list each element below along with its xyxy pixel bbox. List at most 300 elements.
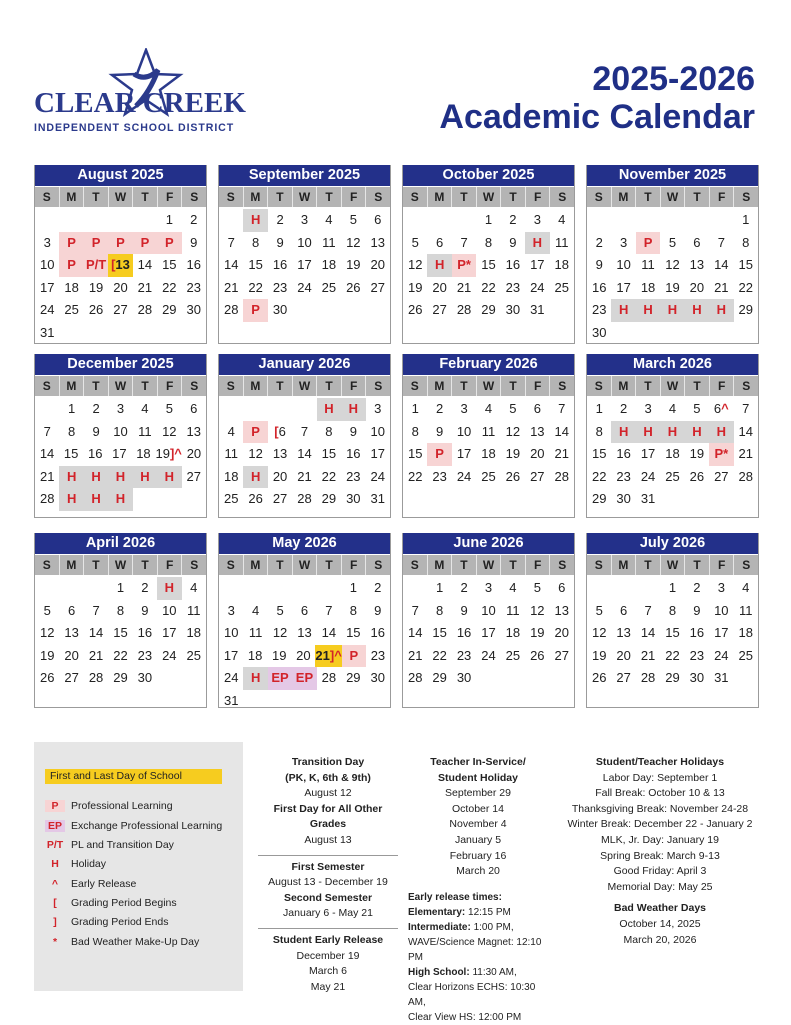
day-cell: P*: [452, 254, 476, 277]
day-cell: [84, 577, 108, 600]
day-cell: 11: [641, 257, 655, 272]
day-cell: 28: [407, 670, 423, 685]
weekday-label: T: [316, 376, 341, 396]
day-cell: H: [709, 421, 733, 444]
day-cell: [108, 322, 132, 345]
day-cell: 16: [616, 446, 631, 461]
day-cell: 23: [272, 279, 288, 295]
day-cell: [84, 322, 108, 345]
day-cell: 3: [43, 234, 51, 250]
day-cell: 25: [321, 279, 337, 295]
second-semester-dates: January 6 - May 21: [283, 907, 373, 920]
day-cell: 25: [481, 468, 496, 484]
month-title: January 2026: [219, 354, 390, 375]
info-column-holidays: [560, 755, 760, 948]
day-cell: 9: [141, 602, 149, 618]
month-title: April 2026: [35, 533, 206, 554]
release-time-label: High School:: [408, 966, 470, 978]
day-cell: 5: [43, 602, 51, 618]
week-row: [403, 277, 574, 300]
release-time-value: Clear View HS: 12:00 PM: [408, 1011, 522, 1023]
release-time-value: WAVE/Science Magnet: 12:10 PM: [408, 936, 542, 963]
day-cell: [13: [108, 254, 132, 277]
day-cell: [550, 667, 574, 690]
day-cell: 21: [88, 647, 104, 663]
weekday-label: M: [427, 187, 452, 207]
day-cell: 10: [456, 423, 472, 439]
day-cell: 14: [321, 625, 337, 640]
weekday-label: S: [733, 555, 758, 575]
day-cell: [59, 209, 83, 232]
day-cell: 3: [460, 401, 468, 416]
day-cell: 26: [248, 491, 263, 506]
day-cell: [219, 209, 243, 232]
day-cell: 23: [616, 468, 631, 484]
day-cell: H: [133, 466, 157, 489]
day-cell: 21: [640, 647, 656, 663]
weekday-label: T: [83, 187, 108, 207]
day-cell: 26: [505, 468, 521, 484]
day-cell: 5: [533, 580, 541, 595]
day-cell: 9: [374, 602, 382, 618]
weekday-label: M: [611, 555, 636, 575]
day-cell: 6: [693, 234, 701, 250]
day-cell: 30: [346, 491, 361, 506]
day-cell: [182, 488, 206, 511]
day-cell: 14: [297, 446, 312, 461]
day-cell: 2: [276, 212, 284, 227]
week-row: [587, 232, 758, 255]
week-row: [35, 466, 206, 489]
month-calendar: [402, 165, 575, 344]
day-cell: P: [243, 299, 267, 322]
day-cell: 4: [190, 580, 198, 595]
release-time-value: 11:30 AM,: [469, 966, 517, 978]
week-row: [35, 209, 206, 232]
day-cell: 12: [591, 625, 607, 640]
weekday-header: [587, 186, 758, 207]
week-row: [35, 322, 206, 345]
day-cell: 8: [349, 602, 357, 618]
weekday-label: M: [59, 376, 84, 396]
holiday-item: Fall Break: October 10 & 13: [595, 787, 725, 800]
day-cell: 12: [248, 446, 263, 461]
day-cell: 4: [325, 212, 333, 227]
weekday-label: M: [611, 376, 636, 396]
day-cell: 18: [64, 279, 79, 295]
weekday-label: T: [451, 555, 476, 575]
day-cell: [268, 398, 292, 421]
week-row: [35, 488, 206, 511]
week-row: [587, 600, 758, 623]
day-cell: [6: [274, 423, 286, 439]
day-cell: 10: [370, 423, 385, 439]
day-cell: H: [157, 577, 181, 600]
day-cell: 19: [39, 647, 55, 663]
day-cell: 4: [141, 401, 149, 416]
weekday-label: T: [500, 555, 525, 575]
day-cell: [219, 398, 243, 421]
holiday-item: Memorial Day: May 25: [607, 880, 713, 893]
day-cell: 12: [665, 257, 680, 272]
week-row: [35, 645, 206, 668]
weekday-header: [403, 554, 574, 575]
page-title: [439, 60, 755, 136]
day-cell: 29: [738, 302, 753, 317]
weekday-label: T: [132, 187, 157, 207]
day-cell: 21: [738, 446, 753, 461]
day-cell: [734, 322, 758, 345]
day-cell: 2: [141, 580, 149, 595]
week-row: [219, 232, 390, 255]
day-cell: 13: [530, 423, 545, 439]
week-row: [403, 645, 574, 668]
day-cell: [660, 488, 684, 511]
weekday-label: M: [59, 187, 84, 207]
day-cell: 9: [436, 423, 444, 439]
day-cell: 7: [558, 401, 566, 416]
weekday-label: F: [525, 555, 550, 575]
weekday-label: F: [157, 187, 182, 207]
day-cell: 7: [742, 401, 750, 416]
day-cell: 10: [481, 602, 496, 618]
weekday-header: [219, 375, 390, 396]
day-cell: 20: [370, 257, 385, 272]
day-cell: P: [133, 232, 157, 255]
day-cell: [35, 209, 59, 232]
month-calendar: [218, 165, 391, 344]
day-cell: 26: [88, 302, 104, 317]
weekday-label: M: [59, 555, 84, 575]
day-cell: 28: [321, 670, 337, 685]
day-cell: H: [243, 667, 267, 690]
day-cell: 29: [481, 302, 496, 317]
weekday-label: W: [660, 555, 685, 575]
weekday-header: [403, 375, 574, 396]
inservice-title-2: Student Holiday: [438, 771, 518, 784]
title-year: 2025-2026: [592, 60, 755, 98]
logo-wordmark: CLEAR CREEK: [34, 87, 246, 119]
legend-label: Grading Period Ends: [71, 916, 169, 928]
early-release-date: December 19: [296, 949, 360, 962]
day-cell: 26: [689, 468, 705, 484]
weekday-label: S: [226, 558, 235, 572]
day-cell: [59, 322, 83, 345]
day-cell: 1: [436, 580, 444, 595]
day-cell: [734, 488, 758, 511]
day-cell: 1: [349, 580, 357, 595]
weekday-label: T: [684, 187, 709, 207]
day-cell: 28: [137, 302, 153, 317]
day-cell: 2: [92, 401, 100, 416]
day-cell: 18: [554, 257, 569, 272]
first-day-date: August 13: [304, 833, 352, 846]
holiday-item: MLK, Jr. Day: January 19: [601, 833, 719, 846]
month-title: August 2025: [35, 165, 206, 186]
day-cell: 27: [272, 491, 288, 506]
day-cell: P: [108, 232, 132, 255]
day-cell: [133, 322, 157, 345]
day-cell: 27: [714, 468, 729, 484]
day-cell: 8: [325, 423, 333, 439]
day-cell: 15: [346, 625, 361, 640]
day-cell: 20: [689, 279, 705, 295]
day-cell: 15: [248, 257, 263, 272]
day-cell: 28: [39, 491, 55, 506]
weekday-label: W: [292, 187, 317, 207]
week-row: [587, 466, 758, 489]
day-cell: 21: [297, 468, 312, 484]
day-cell: H: [59, 488, 83, 511]
month-title: May 2026: [219, 533, 390, 554]
day-cell: 28: [223, 302, 239, 317]
day-cell: [243, 398, 267, 421]
month-calendar: [34, 165, 207, 344]
day-cell: [660, 322, 684, 345]
release-time-label: Elementary:: [408, 906, 466, 918]
day-cell: 21: [456, 279, 472, 295]
week-row: [219, 488, 390, 511]
day-cell: 24: [530, 279, 545, 295]
weekday-label: F: [709, 187, 734, 207]
week-row: [219, 645, 390, 668]
day-cell: 28: [88, 670, 104, 685]
day-cell: 8: [252, 234, 260, 250]
weekday-label: S: [42, 379, 51, 393]
weekday-label: S: [733, 376, 758, 396]
day-cell: 23: [689, 647, 705, 663]
day-cell: [685, 209, 709, 232]
day-cell: 4: [509, 580, 517, 595]
first-day-title: First Day for All Other Grades: [273, 802, 383, 831]
day-cell: [317, 577, 341, 600]
day-cell: [243, 690, 267, 713]
weekday-label: T: [635, 187, 660, 207]
day-cell: 23: [370, 647, 386, 663]
day-cell: [403, 209, 427, 232]
day-cell: 16: [88, 446, 103, 461]
weekday-label: S: [410, 379, 419, 393]
month-calendar: [218, 533, 391, 708]
day-cell: 1: [595, 401, 603, 416]
day-cell: 11: [138, 423, 152, 439]
day-cell: 12: [505, 423, 521, 439]
day-cell: 17: [370, 446, 385, 461]
legend-label: Exchange Professional Learning: [71, 820, 223, 832]
week-row: [35, 443, 206, 466]
day-cell: 1: [668, 580, 677, 595]
day-cell: 11: [224, 446, 238, 461]
day-cell: P: [59, 232, 83, 255]
day-cell: 19: [689, 446, 705, 461]
day-cell: 9: [349, 423, 357, 439]
day-cell: 7: [411, 602, 419, 618]
weekday-label: T: [684, 376, 709, 396]
day-cell: 23: [137, 647, 153, 663]
week-row: [403, 299, 574, 322]
week-row: [219, 209, 390, 232]
weekday-label: S: [181, 555, 206, 575]
day-cell: 9: [595, 257, 603, 272]
weekday-label: M: [427, 555, 452, 575]
day-cell: 10: [113, 423, 128, 439]
week-row: [35, 254, 206, 277]
day-cell: 24: [481, 647, 496, 663]
day-cell: 25: [505, 647, 521, 663]
weekday-label: S: [365, 376, 390, 396]
weekday-label: F: [341, 555, 366, 575]
day-cell: 25: [554, 279, 569, 295]
day-cell: 28: [297, 491, 312, 506]
day-cell: 16: [689, 625, 705, 640]
day-cell: 31: [714, 670, 729, 685]
day-cell: [685, 322, 709, 345]
legend-item: [45, 858, 106, 870]
day-cell: 14: [39, 446, 55, 461]
release-time-value: 12:15 PM: [465, 906, 511, 918]
day-cell: [182, 322, 206, 345]
day-cell: 31: [370, 491, 385, 506]
weekday-label: T: [316, 187, 341, 207]
day-cell: 29: [346, 670, 361, 685]
day-cell: 19: [407, 279, 423, 295]
weekday-label: W: [660, 187, 685, 207]
day-cell: 20: [113, 279, 128, 295]
day-cell: [292, 299, 316, 322]
day-cell: 22: [321, 468, 337, 484]
day-cell: 27: [64, 670, 79, 685]
day-cell: 24: [223, 670, 239, 685]
legend-symbol: ^: [51, 878, 59, 890]
day-cell: [501, 667, 525, 690]
week-row: [403, 443, 574, 466]
weekday-label: S: [549, 187, 574, 207]
weekday-label: T: [316, 555, 341, 575]
weekday-label: W: [108, 187, 133, 207]
day-cell: [157, 667, 181, 690]
day-cell: H: [157, 466, 181, 489]
legend-symbol: P: [45, 800, 65, 812]
day-cell: 29: [162, 302, 177, 317]
day-cell: 31: [640, 491, 656, 506]
day-cell: [243, 577, 267, 600]
weekday-label: F: [709, 555, 734, 575]
day-cell: [157, 488, 181, 511]
day-cell: 13: [297, 625, 312, 640]
day-cell: [550, 299, 574, 322]
day-cell: [709, 209, 733, 232]
day-cell: 27: [554, 647, 569, 663]
day-cell: 7: [644, 602, 652, 618]
day-cell: H: [243, 466, 267, 489]
day-cell: 13: [370, 234, 385, 250]
day-cell: 12: [162, 423, 177, 439]
day-cell: 26: [39, 670, 55, 685]
day-cell: 30: [186, 302, 201, 317]
weekday-label: T: [83, 555, 108, 575]
week-row: [35, 577, 206, 600]
legend-label: Holiday: [71, 858, 107, 870]
week-row: [403, 254, 574, 277]
release-time-row: [408, 920, 548, 935]
day-cell: H: [59, 466, 83, 489]
day-cell: 9: [276, 234, 284, 250]
week-row: [219, 577, 390, 600]
legend-label: Early Release: [71, 878, 137, 890]
first-semester-dates: August 13 - December 19: [268, 876, 388, 889]
day-cell: 7: [325, 602, 333, 618]
day-cell: 17: [456, 446, 472, 461]
info-column-inservice: [408, 755, 548, 1025]
day-cell: 16: [272, 257, 288, 272]
week-row: [587, 577, 758, 600]
weekday-label: W: [476, 187, 501, 207]
week-row: [403, 466, 574, 489]
day-cell: 4: [252, 602, 260, 618]
day-cell: [587, 577, 611, 600]
day-cell: 22: [591, 468, 607, 484]
month-title: September 2025: [219, 165, 390, 186]
week-row: [587, 277, 758, 300]
day-cell: P: [157, 232, 181, 255]
day-cell: 11: [186, 602, 201, 618]
week-row: [219, 690, 390, 713]
day-cell: [611, 209, 635, 232]
day-cell: 27: [432, 302, 447, 317]
day-cell: [636, 209, 660, 232]
day-cell: 13: [689, 257, 705, 272]
day-cell: 17: [481, 625, 496, 640]
divider: [258, 855, 398, 856]
day-cell: 16: [137, 625, 153, 640]
month-title: November 2025: [587, 165, 758, 186]
day-cell: 3: [227, 602, 235, 618]
weekday-header: [219, 554, 390, 575]
day-cell: 12: [39, 625, 55, 640]
weekday-label: S: [594, 379, 603, 393]
day-cell: 14: [88, 625, 104, 640]
day-cell: 16: [370, 625, 385, 640]
week-row: [219, 600, 390, 623]
legend-label: Professional Learning: [71, 800, 173, 812]
day-cell: 26: [407, 302, 423, 317]
week-row: [219, 254, 390, 277]
day-cell: 21: [39, 468, 55, 484]
weekday-label: T: [635, 376, 660, 396]
day-cell: P/T: [84, 254, 108, 277]
weekday-header: [35, 554, 206, 575]
divider: [258, 928, 398, 929]
day-cell: 11: [322, 234, 336, 250]
weekday-label: S: [594, 558, 603, 572]
transition-date: August 12: [304, 787, 352, 800]
legend-symbol: P/T: [46, 839, 64, 851]
day-cell: [157, 322, 181, 345]
day-cell: H: [611, 299, 635, 322]
day-cell: [636, 322, 660, 345]
day-cell: 20: [616, 647, 631, 663]
weekday-label: W: [660, 376, 685, 396]
day-cell: H: [636, 421, 660, 444]
day-cell: 14: [223, 257, 239, 272]
day-cell: 14: [407, 625, 423, 640]
times-title: Early release times:: [408, 891, 502, 903]
weekday-label: T: [684, 555, 709, 575]
day-cell: 2: [460, 580, 468, 595]
weekday-header: [35, 186, 206, 207]
day-cell: 27: [186, 468, 201, 484]
day-cell: [317, 299, 341, 322]
